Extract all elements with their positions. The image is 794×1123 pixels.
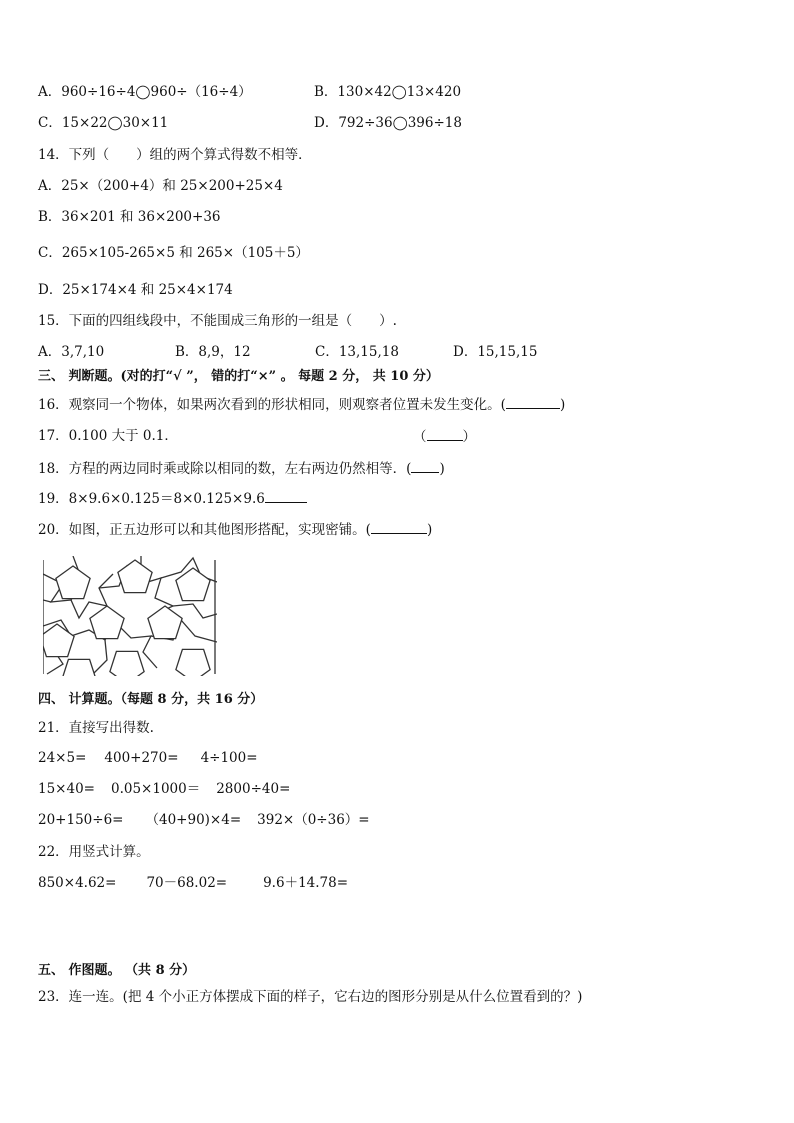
q14-stem: 14．下列（ ）组的两个算式得数不相等．	[38, 147, 312, 163]
q15-option-d: D．15,15,15	[453, 344, 538, 360]
q23-text: 23．连一连。(把 4 个小正方体摆成下面的样子，它右边的图形分别是从什么位置看到的？)	[38, 989, 583, 1005]
q21-r2-item-1: 15×40=	[38, 781, 95, 797]
q20-answer-blank[interactable]	[371, 520, 427, 534]
q16-close-paren: )	[559, 397, 566, 413]
q21-row-3	[38, 811, 370, 829]
q21-r2-item-2: 0.05×1000＝	[110, 781, 201, 797]
q22-stem: 22．用竖式计算。	[38, 844, 150, 860]
q21-r1-item-1: 24×5=	[38, 750, 87, 766]
q21-r3-item-1: 20+150÷6=	[38, 812, 124, 828]
q13-option-b: B．130×42◯13×420	[314, 84, 462, 100]
q22-item-2: 70－68.02=	[146, 875, 228, 891]
q15-option-a: A．3,7,10	[38, 344, 105, 360]
q20-text: 20．如图，正五边形可以和其他图形搭配，实现密铺。(	[38, 522, 371, 538]
q15-stem: 15．下面的四组线段中，不能围成三角形的一组是（ ）.	[38, 313, 397, 329]
q17-answer-blank[interactable]	[427, 427, 463, 441]
section-4-title: 四、 计算题。（每题 8 分，共 16 分）	[38, 692, 264, 707]
q16-answer-blank[interactable]	[506, 395, 560, 409]
q22-item-1: 850×4.62=	[38, 875, 117, 891]
q21-stem: 21．直接写出得数.	[38, 720, 154, 736]
q16-row	[38, 395, 565, 414]
q21-r3-item-3: 392×（0÷36）=	[257, 812, 370, 828]
q14-option-a: A．25×（200+4）和 25×200+25×4	[38, 178, 283, 194]
q17-row	[38, 427, 178, 445]
q14-option-b: B．36×201 和 36×200+36	[38, 209, 221, 225]
q13-option-c: C．15×22◯30×11	[38, 115, 169, 131]
q21-row-1	[38, 749, 258, 767]
q21-r1-item-2: 400+270=	[104, 750, 179, 766]
q21-r2-item-3: 2800÷40=	[216, 781, 291, 797]
q15-option-c: C．13,15,18	[315, 344, 399, 360]
q18-text: 18．方程的两边同时乘或除以相同的数，左右两边仍然相等．(	[38, 461, 412, 477]
q17-answer	[413, 427, 476, 446]
q14-option-d: D．25×174×4 和 25×4×174	[38, 282, 233, 298]
q21-r3-item-2: （40+90)×4=	[145, 812, 242, 828]
q14-option-c: C．265×105-265×5 和 265×（105＋5）	[38, 245, 309, 261]
q22-item-3: 9.6＋14.78=	[263, 875, 349, 891]
q19-answer-blank[interactable]	[265, 489, 307, 503]
q18-close-paren: )	[439, 461, 445, 477]
pentagon-star-tiling-figure	[43, 556, 217, 676]
q20-row	[38, 520, 432, 539]
q18-row	[38, 459, 445, 478]
q13-option-a: A．960÷16÷4◯960÷（16÷4）	[38, 84, 252, 100]
q13-option-d: D．792÷36◯396÷18	[314, 115, 462, 131]
q19-text: 19．8×9.6×0.125＝8×0.125×9.6	[38, 491, 265, 507]
q17-close-paren: ）	[462, 429, 476, 445]
q17-open-paren: （	[413, 429, 427, 445]
q18-answer-blank[interactable]	[411, 459, 439, 473]
q22-row	[38, 874, 348, 892]
section-5-title: 五、 作图题。 （共 8 分）	[38, 963, 196, 978]
q15-option-b: B．8,9，12	[175, 344, 251, 360]
q16-text: 16．观察同一个物体，如果两次看到的形状相同，则观察者位置未发生变化。(	[38, 397, 506, 413]
q21-row-2	[38, 780, 290, 798]
q20-close-paren: )	[426, 522, 433, 538]
q21-r1-item-3: 4÷100=	[200, 750, 258, 766]
q19-row	[38, 489, 307, 508]
q17-text: 17．0.100 大于 0.1．	[38, 428, 178, 444]
section-3-title: 三、 判断题。(对的打“√ ”， 错的打“×” 。 每题 2 分， 共 10 分）	[38, 369, 439, 384]
